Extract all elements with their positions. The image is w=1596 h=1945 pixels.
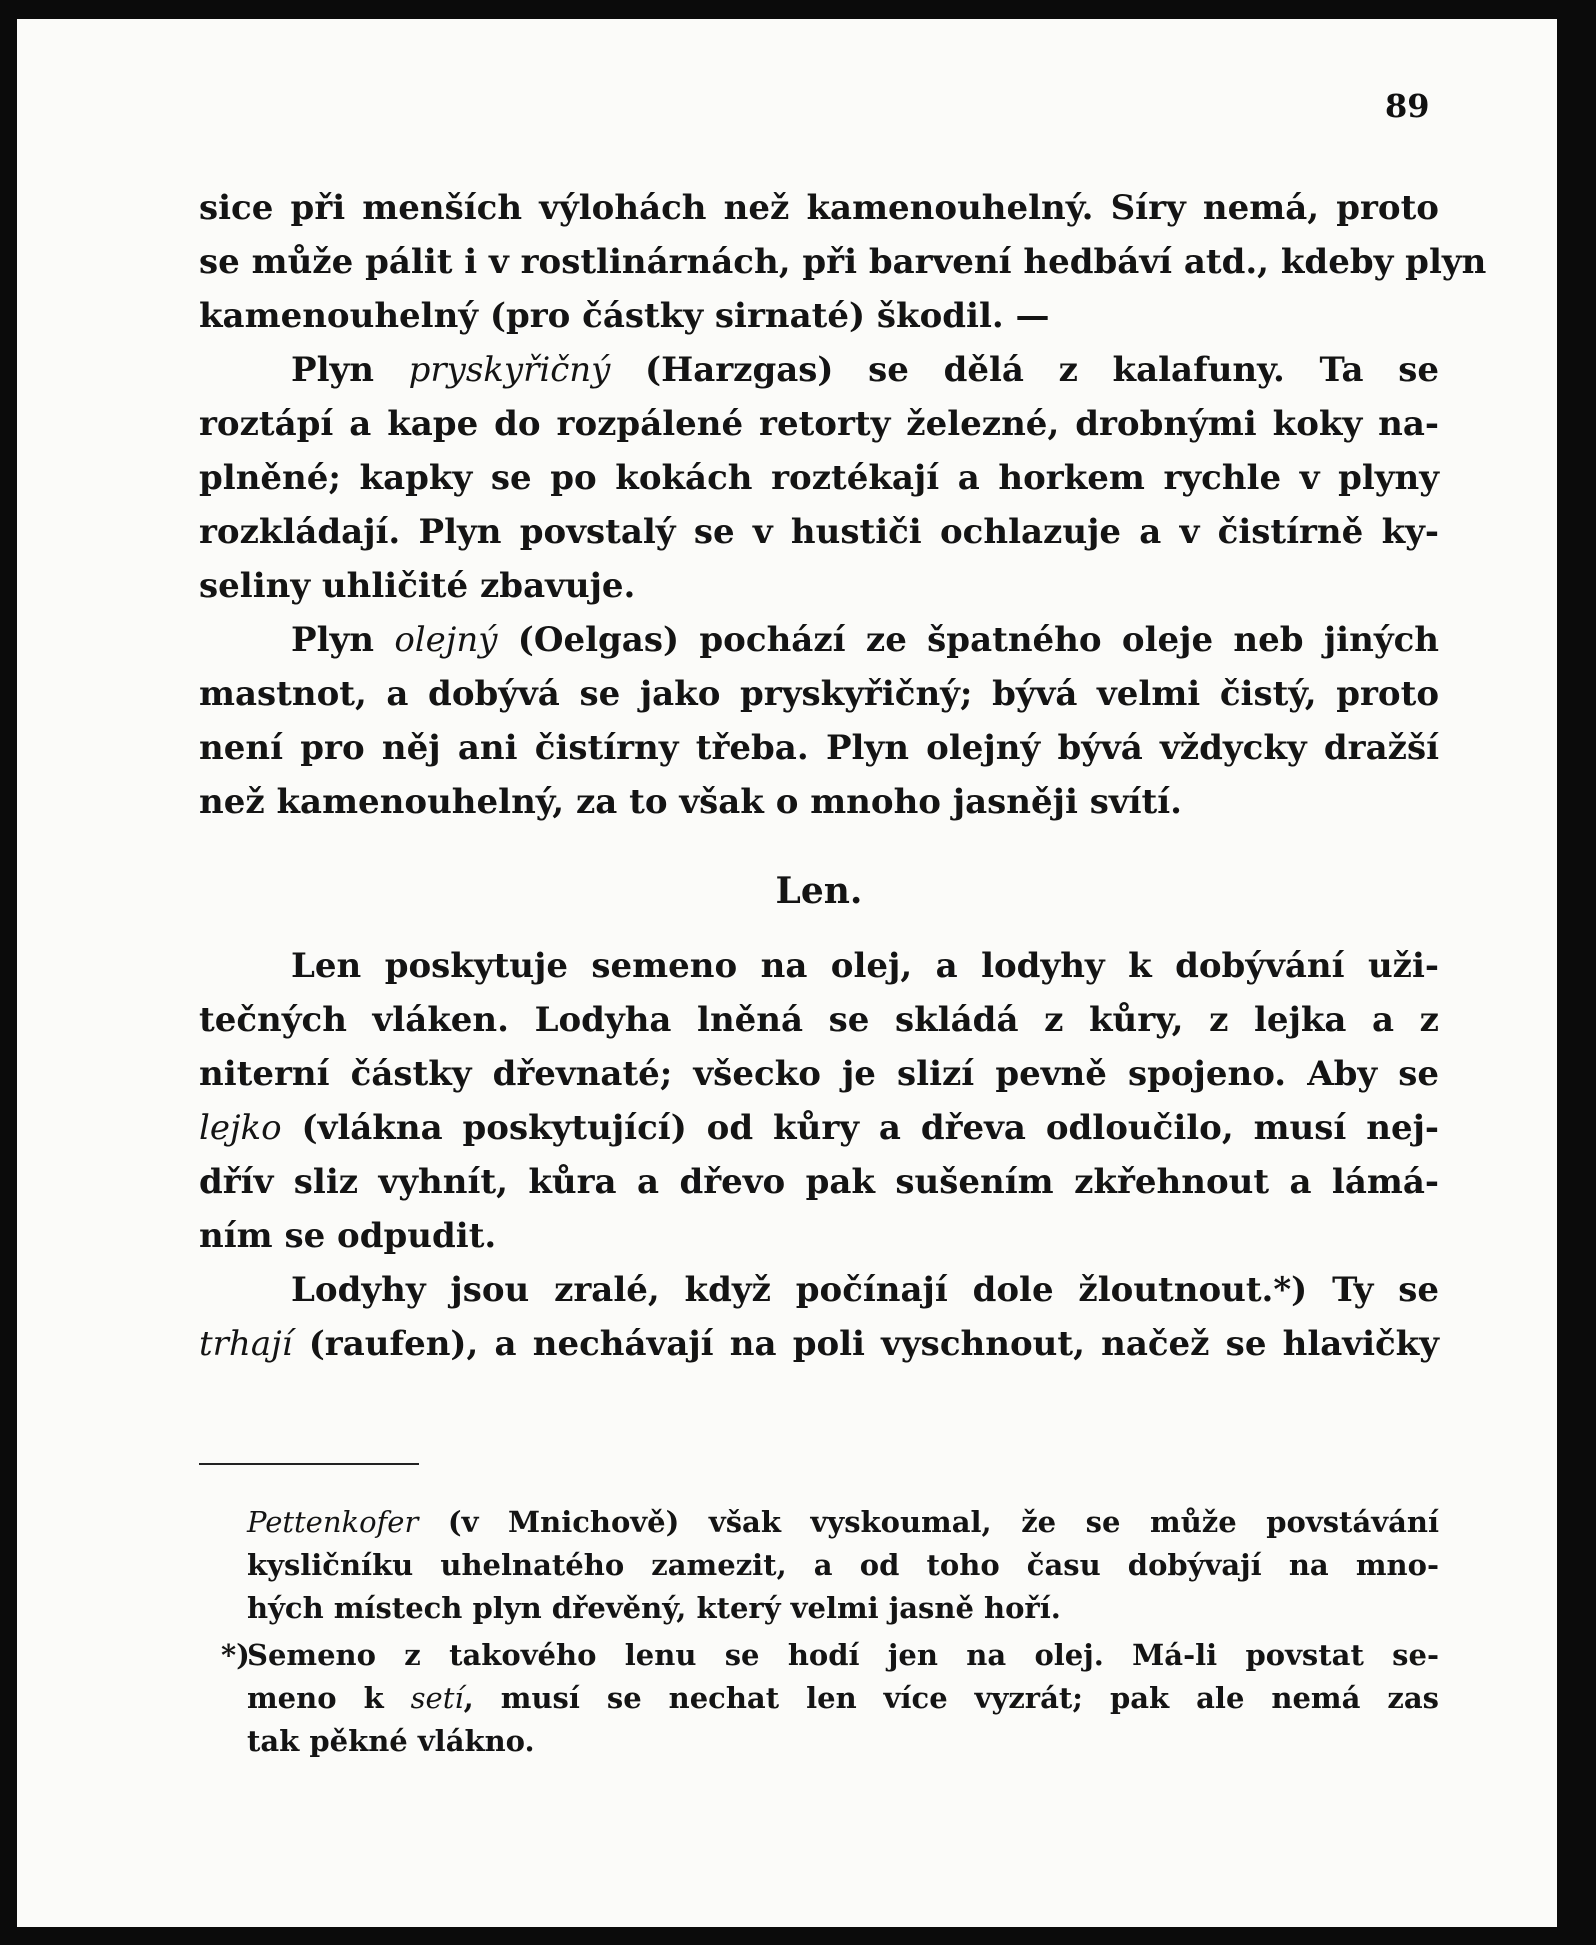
footnote bbox=[221, 1634, 1439, 1763]
text-line: trhají (raufen), a nechávají na poli vyschnout, načež se hlavičky bbox=[199, 1324, 1439, 1364]
page-number: 89 bbox=[1385, 87, 1430, 125]
paragraph bbox=[199, 613, 1439, 829]
text-line: ním se odpudit. bbox=[199, 1216, 497, 1256]
text-line: není pro něj ani čistírny třeba. Plyn olejný bývá vždycky dražší bbox=[199, 728, 1439, 768]
text-line: roztápí a kape do rozpálené retorty železné, drobnými koky na- bbox=[199, 404, 1439, 444]
text-line: mastnot, a dobývá se jako pryskyřičný; bývá velmi čistý, proto bbox=[199, 674, 1439, 714]
text-line: se může pálit i v rostlinárnách, při barvení hedbáví atd., kdeby plyn bbox=[199, 242, 1487, 282]
text-line: Plyn olejný (Oelgas) pochází ze špatného oleje neb jiných bbox=[291, 620, 1439, 660]
paragraph bbox=[199, 181, 1487, 343]
book-page bbox=[17, 19, 1557, 1927]
main-text bbox=[199, 181, 1487, 1371]
text-line: seliny uhličité zbavuje. bbox=[199, 566, 636, 606]
text-line: sice při menších výlohách než kamenouhelný. Síry nemá, proto bbox=[199, 188, 1439, 228]
footnote-line: meno k setí, musí se nechat len více vyzrát; pak ale nemá zas bbox=[247, 1681, 1439, 1715]
footnote-line: hých místech plyn dřevěný, který velmi jasně hoří. bbox=[247, 1591, 1061, 1625]
footnote-line: kysličníku uhelnatého zamezit, a od toho času dobývají na mno- bbox=[247, 1548, 1439, 1582]
footnote-rule bbox=[199, 1463, 419, 1465]
text-line: lejko (vlákna poskytující) od kůry a dřeva odloučilo, musí nej- bbox=[199, 1108, 1439, 1148]
text-line: Len poskytuje semeno na olej, a lodyhy k dobývání uži- bbox=[291, 946, 1439, 986]
section-heading: Len. bbox=[775, 870, 863, 912]
footnote bbox=[247, 1501, 1439, 1630]
paragraph bbox=[199, 1263, 1439, 1371]
footnote-line: tak pěkné vlákno. bbox=[247, 1724, 535, 1758]
text-line: dřív sliz vyhnít, kůra a dřevo pak sušením zkřehnout a lámá- bbox=[199, 1162, 1439, 1202]
text-line: Lodyhy jsou zralé, když počínají dole žloutnout.*) Ty se bbox=[291, 1270, 1439, 1310]
footnote-line: Pettenkofer (v Mnichově) však vyskoumal, že se může povstávání bbox=[247, 1505, 1439, 1539]
footnote-marker: *) bbox=[221, 1638, 250, 1672]
footnote-line: *) Semeno z takového lenu se hodí jen na olej. Má-li povstat se- bbox=[247, 1634, 1439, 1677]
text-line: tečných vláken. Lodyha lněná se skládá z kůry, z lejka a z bbox=[199, 1000, 1439, 1040]
paragraph bbox=[199, 939, 1439, 1263]
text-line: kamenouhelný (pro částky sirnaté) škodil. — bbox=[199, 296, 1050, 336]
text-line: rozkládají. Plyn povstalý se v hustiči ochlazuje a v čistírně ky- bbox=[199, 512, 1439, 552]
paragraph bbox=[199, 343, 1439, 613]
text-line: niterní částky dřevnaté; všecko je slizí pevně spojeno. Aby se bbox=[199, 1054, 1439, 1094]
text-line: plněné; kapky se po kokách roztékají a horkem rychle v plyny bbox=[199, 458, 1439, 498]
footnotes bbox=[221, 1501, 1439, 1763]
text-line: než kamenouhelný, za to však o mnoho jasněji svítí. bbox=[199, 782, 1182, 822]
text-line: Plyn pryskyřičný (Harzgas) se dělá z kalafuny. Ta se bbox=[291, 350, 1439, 390]
